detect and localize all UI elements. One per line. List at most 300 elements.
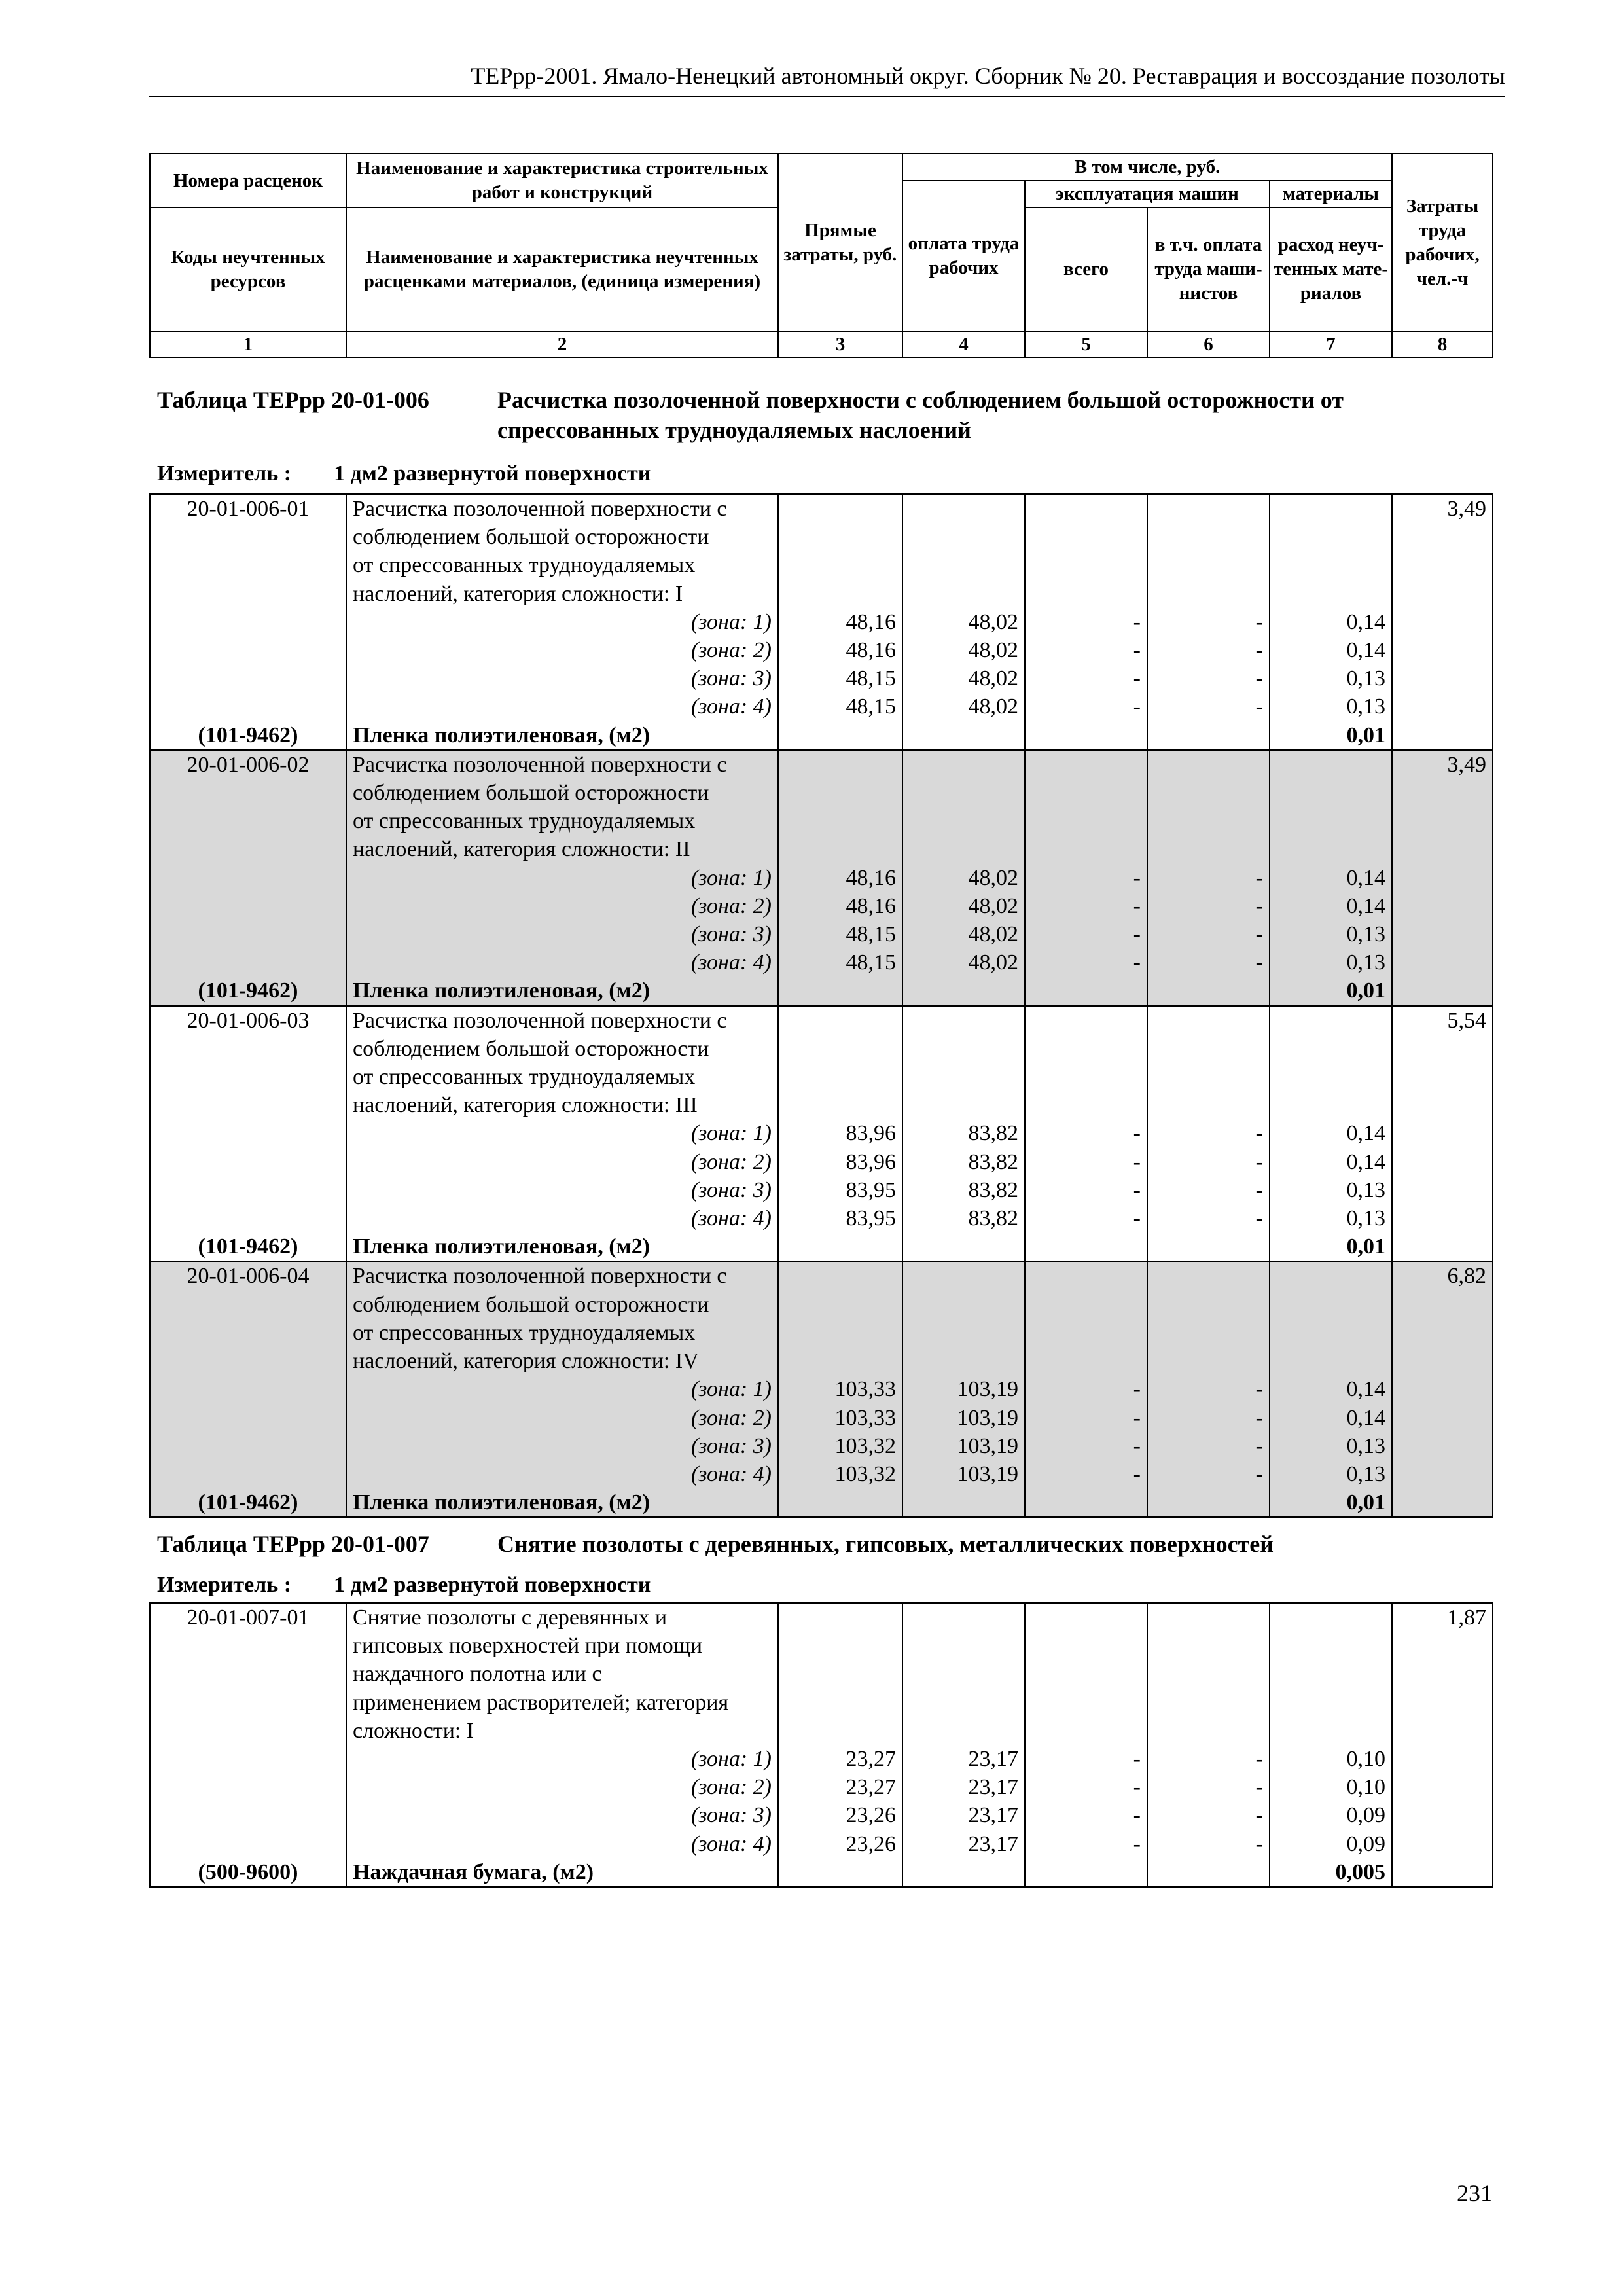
empty-cell — [1147, 1603, 1270, 1632]
empty-cell — [1025, 1603, 1147, 1632]
machinist-wage: - — [1147, 1801, 1270, 1829]
empty-cell — [1392, 523, 1493, 551]
rate-description-line: гипсовых поверхностей при помощи — [346, 1632, 778, 1660]
empty-cell — [1025, 1488, 1147, 1517]
direct-cost: 103,32 — [778, 1432, 902, 1460]
rate-desc-row — [150, 1091, 1493, 1119]
empty-cell — [902, 779, 1025, 807]
resource-quantity: 0,01 — [1270, 721, 1392, 750]
empty-cell — [1270, 1319, 1392, 1347]
measure-label: Измеритель : — [157, 1573, 292, 1597]
empty-cell — [1025, 750, 1147, 779]
empty-cell — [1147, 721, 1270, 750]
empty-cell — [150, 1660, 346, 1688]
worker-wage: 48,02 — [902, 636, 1025, 664]
empty-cell — [902, 721, 1025, 750]
machinist-wage: - — [1147, 1204, 1270, 1232]
empty-cell — [1392, 1319, 1493, 1347]
rate-description-line: соблюдением большой осторожности — [346, 523, 778, 551]
empty-cell — [150, 1830, 346, 1858]
empty-cell — [1392, 664, 1493, 692]
zone-row — [150, 664, 1493, 692]
empty-cell — [778, 1091, 902, 1119]
resource-name: Пленка полиэтиленовая, (м2) — [346, 721, 778, 750]
empty-cell — [902, 1488, 1025, 1517]
rate-desc-row — [150, 1689, 1493, 1717]
empty-cell — [1147, 807, 1270, 835]
materials-cost: 0,14 — [1270, 1119, 1392, 1147]
empty-cell — [902, 1291, 1025, 1319]
machine-total: - — [1025, 1432, 1147, 1460]
empty-cell — [778, 721, 902, 750]
rate-desc-row — [150, 1006, 1493, 1035]
machinist-wage: - — [1147, 1773, 1270, 1801]
empty-cell — [150, 1091, 346, 1119]
resource-name: Пленка полиэтиленовая, (м2) — [346, 1488, 778, 1517]
machine-total: - — [1025, 948, 1147, 977]
empty-cell — [902, 1632, 1025, 1660]
empty-cell — [1147, 1291, 1270, 1319]
worker-wage: 23,17 — [902, 1745, 1025, 1773]
empty-cell — [1392, 807, 1493, 835]
zone-row — [150, 1460, 1493, 1488]
empty-cell — [150, 1319, 346, 1347]
empty-cell — [1025, 1347, 1147, 1375]
machine-total: - — [1025, 892, 1147, 920]
section-table-title: Снятие позолоты с деревянных, гипсовых, металлических поверхностей — [497, 1531, 1274, 1557]
empty-cell — [1270, 1291, 1392, 1319]
empty-cell — [902, 1261, 1025, 1290]
materials-cost: 0,13 — [1270, 1460, 1392, 1488]
empty-cell — [1392, 1232, 1493, 1261]
worker-wage: 23,17 — [902, 1830, 1025, 1858]
rate-desc-row — [150, 494, 1493, 523]
materials-cost: 0,10 — [1270, 1745, 1392, 1773]
empty-cell — [778, 523, 902, 551]
empty-cell — [150, 1291, 346, 1319]
rate-desc-row — [150, 1291, 1493, 1319]
rate-description-line: соблюдением большой осторожности — [346, 779, 778, 807]
materials-cost: 0,10 — [1270, 1773, 1392, 1801]
empty-cell — [150, 1148, 346, 1176]
machine-total: - — [1025, 1375, 1147, 1403]
materials-cost: 0,14 — [1270, 608, 1392, 636]
rate-description-line: соблюдением большой осторожности — [346, 1291, 778, 1319]
zone-label: (зона: 1) — [346, 1119, 778, 1147]
empty-cell — [1392, 1347, 1493, 1375]
zone-label: (зона: 3) — [346, 1176, 778, 1204]
direct-cost: 48,15 — [778, 692, 902, 721]
empty-cell — [1025, 551, 1147, 579]
zone-label: (зона: 1) — [346, 608, 778, 636]
machinist-wage: - — [1147, 1830, 1270, 1858]
direct-cost: 48,15 — [778, 664, 902, 692]
machinist-wage: - — [1147, 1460, 1270, 1488]
empty-cell — [150, 1176, 346, 1204]
worker-wage: 48,02 — [902, 608, 1025, 636]
zone-label: (зона: 3) — [346, 920, 778, 948]
empty-cell — [778, 1291, 902, 1319]
empty-cell — [778, 1488, 902, 1517]
rate-desc-row — [150, 551, 1493, 579]
empty-cell — [1147, 779, 1270, 807]
empty-cell — [1025, 977, 1147, 1005]
empty-cell — [778, 1232, 902, 1261]
zone-row — [150, 692, 1493, 721]
column-number: 1 — [150, 331, 346, 357]
zone-label: (зона: 3) — [346, 1801, 778, 1829]
empty-cell — [150, 835, 346, 863]
empty-cell — [778, 807, 902, 835]
empty-cell — [1392, 1632, 1493, 1660]
empty-cell — [1392, 1773, 1493, 1801]
empty-cell — [1025, 1035, 1147, 1063]
zone-row — [150, 636, 1493, 664]
machine-total: - — [1025, 1176, 1147, 1204]
empty-cell — [1270, 1632, 1392, 1660]
direct-cost: 48,16 — [778, 608, 902, 636]
worker-wage: 48,02 — [902, 864, 1025, 892]
empty-cell — [1025, 807, 1147, 835]
empty-cell — [1025, 1660, 1147, 1688]
empty-cell — [902, 523, 1025, 551]
direct-cost: 103,32 — [778, 1460, 902, 1488]
machine-total: - — [1025, 1204, 1147, 1232]
empty-cell — [1392, 1404, 1493, 1432]
worker-wage: 83,82 — [902, 1176, 1025, 1204]
empty-cell — [1392, 1830, 1493, 1858]
resource-quantity: 0,01 — [1270, 1232, 1392, 1261]
empty-cell — [778, 1717, 902, 1745]
rate-desc-row — [150, 1347, 1493, 1375]
zone-row — [150, 1801, 1493, 1829]
machinist-wage: - — [1147, 892, 1270, 920]
empty-cell — [1270, 523, 1392, 551]
empty-cell — [1147, 551, 1270, 579]
rate-description-line: сложности: I — [346, 1717, 778, 1745]
empty-cell — [1392, 1460, 1493, 1488]
empty-cell — [1025, 1291, 1147, 1319]
worker-wage: 83,82 — [902, 1204, 1025, 1232]
rate-desc-row — [150, 1319, 1493, 1347]
machinist-wage: - — [1147, 636, 1270, 664]
zone-row — [150, 1745, 1493, 1773]
zone-label: (зона: 2) — [346, 892, 778, 920]
worker-wage: 103,19 — [902, 1432, 1025, 1460]
empty-cell — [150, 779, 346, 807]
zone-label: (зона: 2) — [346, 1773, 778, 1801]
empty-cell — [778, 494, 902, 523]
empty-cell — [1147, 1858, 1270, 1887]
empty-cell — [1270, 1063, 1392, 1091]
direct-cost: 48,16 — [778, 892, 902, 920]
empty-cell — [1147, 1035, 1270, 1063]
resource-name: Пленка полиэтиленовая, (м2) — [346, 977, 778, 1005]
zone-label: (зона: 1) — [346, 864, 778, 892]
header-machine-wage: в т.ч. оплата труда маши-нистов — [1147, 207, 1270, 331]
header-work-name: Наименование и характеристика строительных работ и конструкций — [346, 154, 778, 207]
header-materials: материалы — [1270, 181, 1392, 207]
empty-cell — [1025, 1091, 1147, 1119]
zone-label: (зона: 2) — [346, 1148, 778, 1176]
empty-cell — [1392, 864, 1493, 892]
empty-cell — [902, 1717, 1025, 1745]
materials-cost: 0,13 — [1270, 664, 1392, 692]
rate-code: 20-01-006-01 — [150, 494, 346, 523]
direct-cost: 48,15 — [778, 948, 902, 977]
empty-cell — [902, 1006, 1025, 1035]
materials-cost: 0,13 — [1270, 692, 1392, 721]
resource-row — [150, 1858, 1493, 1887]
empty-cell — [150, 892, 346, 920]
zone-label: (зона: 3) — [346, 664, 778, 692]
resource-row — [150, 977, 1493, 1005]
zone-label: (зона: 1) — [346, 1745, 778, 1773]
worker-wage: 48,02 — [902, 692, 1025, 721]
machine-total: - — [1025, 920, 1147, 948]
rates-table — [149, 493, 1493, 1518]
empty-cell — [1392, 1119, 1493, 1147]
empty-cell — [1392, 977, 1493, 1005]
empty-cell — [150, 1689, 346, 1717]
rate-code: 20-01-006-02 — [150, 750, 346, 779]
direct-cost: 23,27 — [778, 1745, 902, 1773]
rate-description-line: наслоений, категория сложности: IV — [346, 1347, 778, 1375]
machinist-wage: - — [1147, 1745, 1270, 1773]
empty-cell — [150, 1119, 346, 1147]
rate-description-line: наслоений, категория сложности: II — [346, 835, 778, 863]
header-unaccounted-materials: расход неуч-тенных мате-риалов — [1270, 207, 1392, 331]
zone-row — [150, 920, 1493, 948]
rate-desc-row — [150, 523, 1493, 551]
empty-cell — [1270, 1261, 1392, 1290]
empty-cell — [150, 636, 346, 664]
resource-row — [150, 1488, 1493, 1517]
empty-cell — [150, 1375, 346, 1403]
empty-cell — [778, 1006, 902, 1035]
machine-total: - — [1025, 1745, 1147, 1773]
rate-desc-row — [150, 1063, 1493, 1091]
empty-cell — [1270, 779, 1392, 807]
empty-cell — [902, 807, 1025, 835]
empty-cell — [1392, 835, 1493, 863]
direct-cost: 48,16 — [778, 864, 902, 892]
materials-cost: 0,14 — [1270, 1375, 1392, 1403]
empty-cell — [1147, 1632, 1270, 1660]
empty-cell — [902, 750, 1025, 779]
empty-cell — [1392, 1717, 1493, 1745]
empty-cell — [1270, 1035, 1392, 1063]
resource-quantity: 0,01 — [1270, 1488, 1392, 1517]
zone-label: (зона: 2) — [346, 636, 778, 664]
worker-wage: 48,02 — [902, 920, 1025, 948]
empty-cell — [1270, 1091, 1392, 1119]
resource-name: Наждачная бумага, (м2) — [346, 1858, 778, 1887]
empty-cell — [1147, 1091, 1270, 1119]
materials-cost: 0,14 — [1270, 636, 1392, 664]
empty-cell — [1147, 1232, 1270, 1261]
empty-cell — [778, 1261, 902, 1290]
empty-cell — [1270, 807, 1392, 835]
empty-cell — [778, 835, 902, 863]
empty-cell — [1392, 580, 1493, 608]
empty-cell — [1147, 835, 1270, 863]
header-material-name: Наименование и характеристика неучтенных расценками материалов, (единица измерения) — [346, 207, 778, 331]
empty-cell — [902, 1660, 1025, 1688]
worker-wage: 83,82 — [902, 1119, 1025, 1147]
empty-cell — [778, 1319, 902, 1347]
empty-cell — [778, 977, 902, 1005]
empty-cell — [1147, 1488, 1270, 1517]
direct-cost: 83,95 — [778, 1204, 902, 1232]
empty-cell — [1392, 1745, 1493, 1773]
materials-cost: 0,14 — [1270, 864, 1392, 892]
empty-cell — [1392, 1063, 1493, 1091]
empty-cell — [1392, 608, 1493, 636]
direct-cost: 48,16 — [778, 636, 902, 664]
empty-cell — [1147, 1347, 1270, 1375]
rate-desc-row — [150, 835, 1493, 863]
machinist-wage: - — [1147, 920, 1270, 948]
rate-code: 20-01-007-01 — [150, 1603, 346, 1632]
materials-cost: 0,13 — [1270, 948, 1392, 977]
rate-description-line: применением растворителей; категория — [346, 1689, 778, 1717]
empty-cell — [150, 692, 346, 721]
empty-cell — [1147, 977, 1270, 1005]
resource-quantity: 0,01 — [1270, 977, 1392, 1005]
machine-total: - — [1025, 1460, 1147, 1488]
zone-label: (зона: 4) — [346, 1460, 778, 1488]
zone-label: (зона: 3) — [346, 1432, 778, 1460]
zone-row — [150, 1773, 1493, 1801]
empty-cell — [1147, 1717, 1270, 1745]
empty-cell — [778, 1632, 902, 1660]
rate-description-line: от спрессованных трудноудаляемых — [346, 1063, 778, 1091]
empty-cell — [778, 551, 902, 579]
empty-cell — [1392, 1858, 1493, 1887]
empty-cell — [1025, 494, 1147, 523]
zone-row — [150, 1432, 1493, 1460]
labor-cost: 6,82 — [1392, 1261, 1493, 1290]
zone-row — [150, 1204, 1493, 1232]
section-title — [157, 1529, 1499, 1559]
empty-cell — [1025, 1632, 1147, 1660]
zone-row — [150, 892, 1493, 920]
empty-cell — [1147, 580, 1270, 608]
machinist-wage: - — [1147, 608, 1270, 636]
empty-cell — [1392, 1148, 1493, 1176]
empty-cell — [902, 1858, 1025, 1887]
empty-cell — [778, 1063, 902, 1091]
column-number: 6 — [1147, 331, 1270, 357]
empty-cell — [1392, 1091, 1493, 1119]
empty-cell — [778, 1347, 902, 1375]
empty-cell — [150, 1432, 346, 1460]
empty-cell — [1025, 1858, 1147, 1887]
direct-cost: 83,95 — [778, 1176, 902, 1204]
rate-desc-row — [150, 1632, 1493, 1660]
machine-total: - — [1025, 636, 1147, 664]
empty-cell — [1392, 551, 1493, 579]
resource-code: (101-9462) — [150, 721, 346, 750]
empty-cell — [1392, 779, 1493, 807]
section-table-title: Расчистка позолоченной поверхности с соблюдением большой осторожности от спрессованных трудноудаляемых наслоений — [497, 387, 1344, 443]
empty-cell — [1025, 1689, 1147, 1717]
empty-cell — [150, 807, 346, 835]
rate-desc-row — [150, 1717, 1493, 1745]
machinist-wage: - — [1147, 1148, 1270, 1176]
direct-cost: 23,26 — [778, 1801, 902, 1829]
zone-row — [150, 864, 1493, 892]
zone-label: (зона: 2) — [346, 1404, 778, 1432]
empty-cell — [150, 1347, 346, 1375]
machine-total: - — [1025, 1830, 1147, 1858]
empty-cell — [1392, 1488, 1493, 1517]
empty-cell — [1147, 523, 1270, 551]
empty-cell — [902, 580, 1025, 608]
zone-label: (зона: 1) — [346, 1375, 778, 1403]
empty-cell — [150, 1404, 346, 1432]
empty-cell — [1392, 1291, 1493, 1319]
empty-cell — [778, 1858, 902, 1887]
empty-cell — [1392, 1035, 1493, 1063]
empty-cell — [150, 864, 346, 892]
empty-cell — [150, 1035, 346, 1063]
empty-cell — [1392, 1689, 1493, 1717]
empty-cell — [902, 1603, 1025, 1632]
empty-cell — [150, 608, 346, 636]
empty-cell — [1147, 750, 1270, 779]
machinist-wage: - — [1147, 1404, 1270, 1432]
zone-row — [150, 1404, 1493, 1432]
empty-cell — [1270, 1689, 1392, 1717]
zone-label: (зона: 4) — [346, 692, 778, 721]
page-number: 231 — [1457, 2180, 1492, 2206]
empty-cell — [150, 1063, 346, 1091]
measure-value: 1 дм2 развернутой поверхности — [334, 1573, 651, 1597]
rate-description-line: наслоений, категория сложности: III — [346, 1091, 778, 1119]
empty-cell — [778, 1660, 902, 1688]
empty-cell — [1147, 1660, 1270, 1688]
direct-cost: 103,33 — [778, 1404, 902, 1432]
direct-cost: 48,15 — [778, 920, 902, 948]
empty-cell — [1025, 779, 1147, 807]
empty-cell — [1025, 1319, 1147, 1347]
empty-cell — [1392, 1432, 1493, 1460]
resource-code: (101-9462) — [150, 1488, 346, 1517]
empty-cell — [778, 1035, 902, 1063]
empty-cell — [902, 1232, 1025, 1261]
empty-cell — [778, 779, 902, 807]
empty-cell — [1147, 494, 1270, 523]
rate-code: 20-01-006-03 — [150, 1006, 346, 1035]
machinist-wage: - — [1147, 1375, 1270, 1403]
rate-desc-row — [150, 580, 1493, 608]
rate-description-line: от спрессованных трудноудаляемых — [346, 807, 778, 835]
empty-cell — [1147, 1261, 1270, 1290]
column-number: 5 — [1025, 331, 1147, 357]
materials-cost: 0,13 — [1270, 920, 1392, 948]
empty-cell — [1025, 721, 1147, 750]
materials-cost: 0,09 — [1270, 1801, 1392, 1829]
empty-cell — [1025, 580, 1147, 608]
empty-cell — [150, 1801, 346, 1829]
worker-wage: 48,02 — [902, 892, 1025, 920]
direct-cost: 83,96 — [778, 1148, 902, 1176]
column-number: 7 — [1270, 331, 1392, 357]
worker-wage: 103,19 — [902, 1460, 1025, 1488]
empty-cell — [902, 1035, 1025, 1063]
